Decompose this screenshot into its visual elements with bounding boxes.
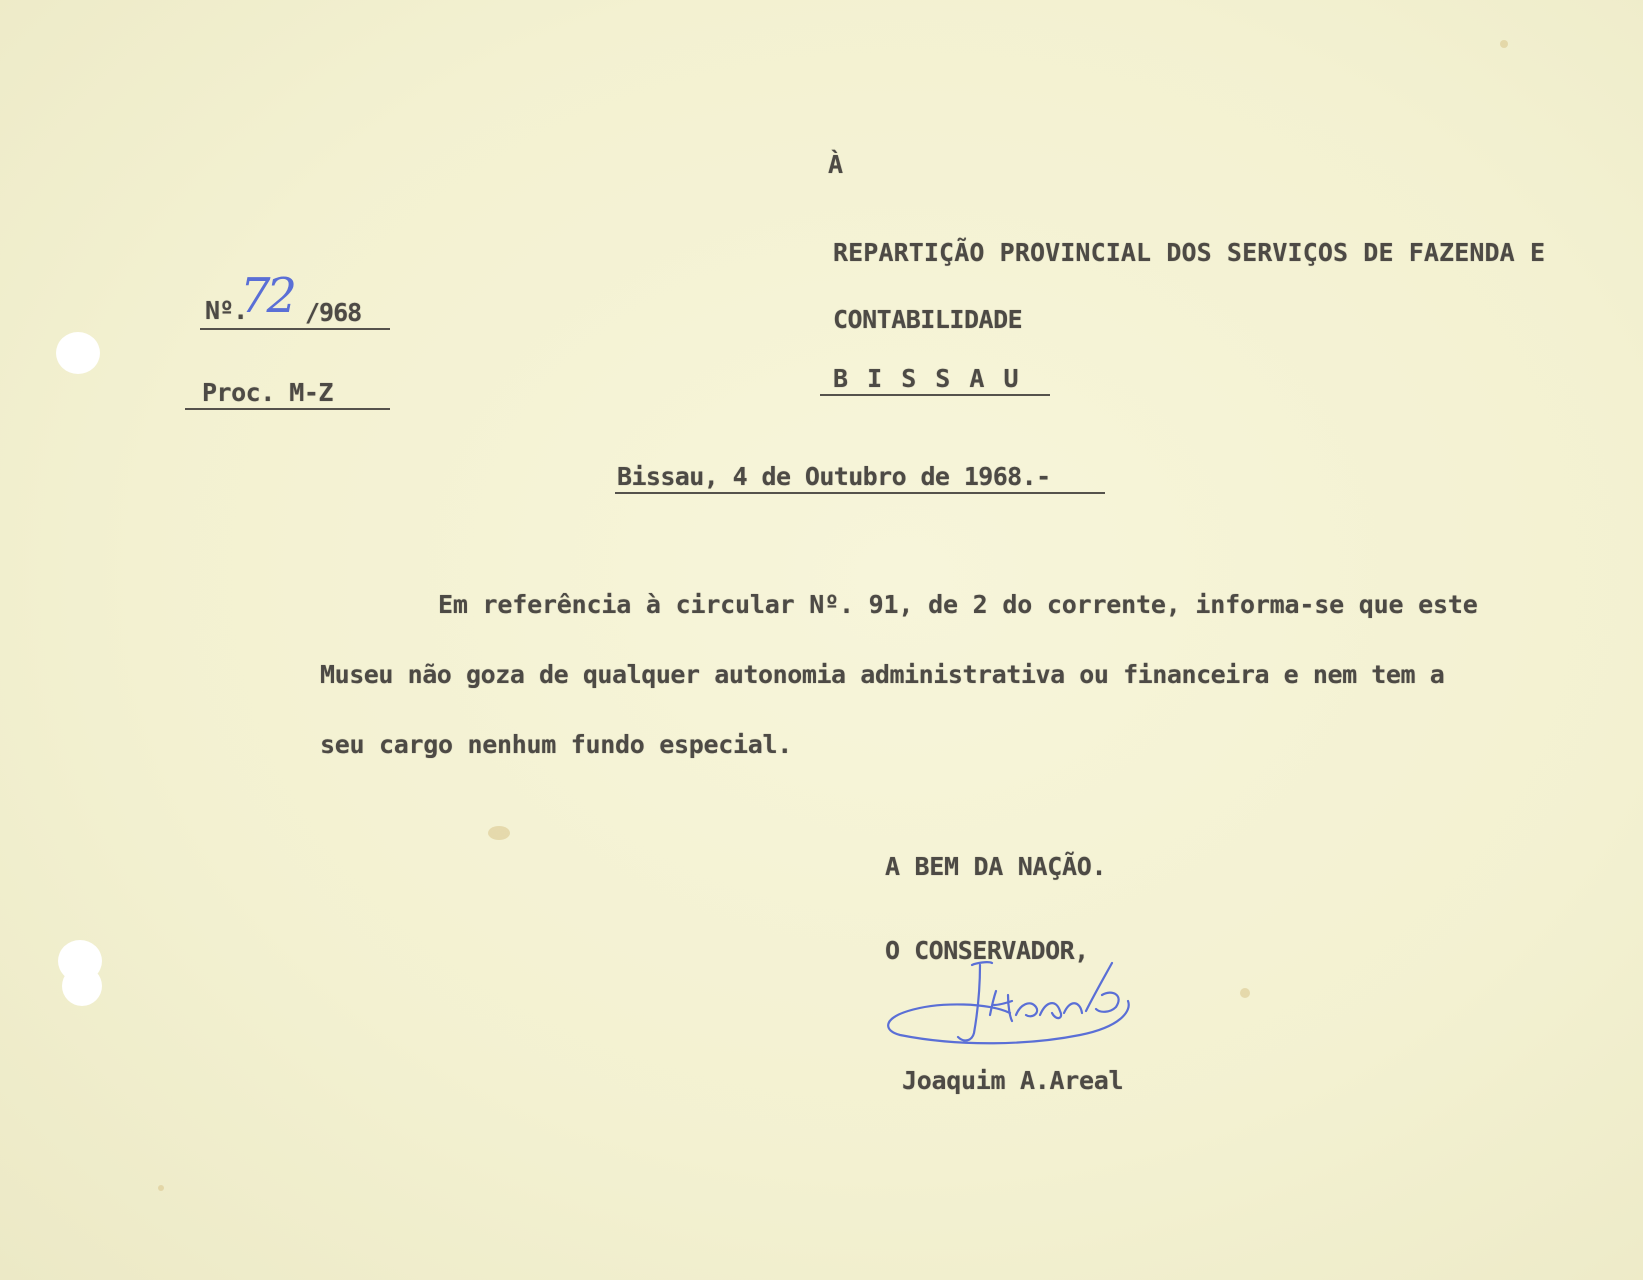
city-heading: B I S S A U bbox=[833, 364, 1021, 393]
signature-handwritten bbox=[880, 955, 1200, 1065]
body-line-3: seu cargo nenhum fundo especial. bbox=[320, 730, 793, 759]
process-reference: Proc. M-Z bbox=[202, 378, 333, 407]
process-underline bbox=[185, 408, 390, 410]
reference-number-underline bbox=[200, 328, 390, 330]
office-line-1: REPARTIÇÃO PROVINCIAL DOS SERVIÇOS DE FAZENDA E bbox=[833, 238, 1546, 267]
paper-stain bbox=[1500, 40, 1508, 48]
reference-number-suffix: /968 bbox=[305, 298, 362, 327]
reference-number-prefix: Nº. bbox=[205, 296, 248, 325]
office-line-2: CONTABILIDADE bbox=[833, 305, 1023, 334]
punch-hole-top bbox=[56, 332, 100, 374]
paper-stain bbox=[158, 1185, 164, 1191]
closing-salutation: A BEM DA NAÇÃO. bbox=[885, 852, 1107, 881]
date-underline bbox=[615, 492, 1105, 494]
reference-number-handwritten: 72 bbox=[240, 268, 294, 324]
punch-hole-bottom-tear bbox=[62, 966, 102, 1006]
paper-stain bbox=[1240, 988, 1250, 998]
addressee-prefix: À bbox=[828, 150, 844, 179]
paper-stain bbox=[488, 826, 510, 840]
body-line-1: Em referência à circular Nº. 91, de 2 do corrente, informa-se que este bbox=[438, 590, 1478, 619]
body-line-2: Museu não goza de qualquer autonomia administrativa ou financeira e nem tem a bbox=[320, 660, 1445, 689]
city-underline bbox=[820, 394, 1050, 396]
date-line: Bissau, 4 de Outubro de 1968.- bbox=[617, 462, 1051, 491]
signatory-name: Joaquim A.Areal bbox=[902, 1066, 1124, 1095]
closing-title: O CONSERVADOR, bbox=[885, 936, 1089, 965]
